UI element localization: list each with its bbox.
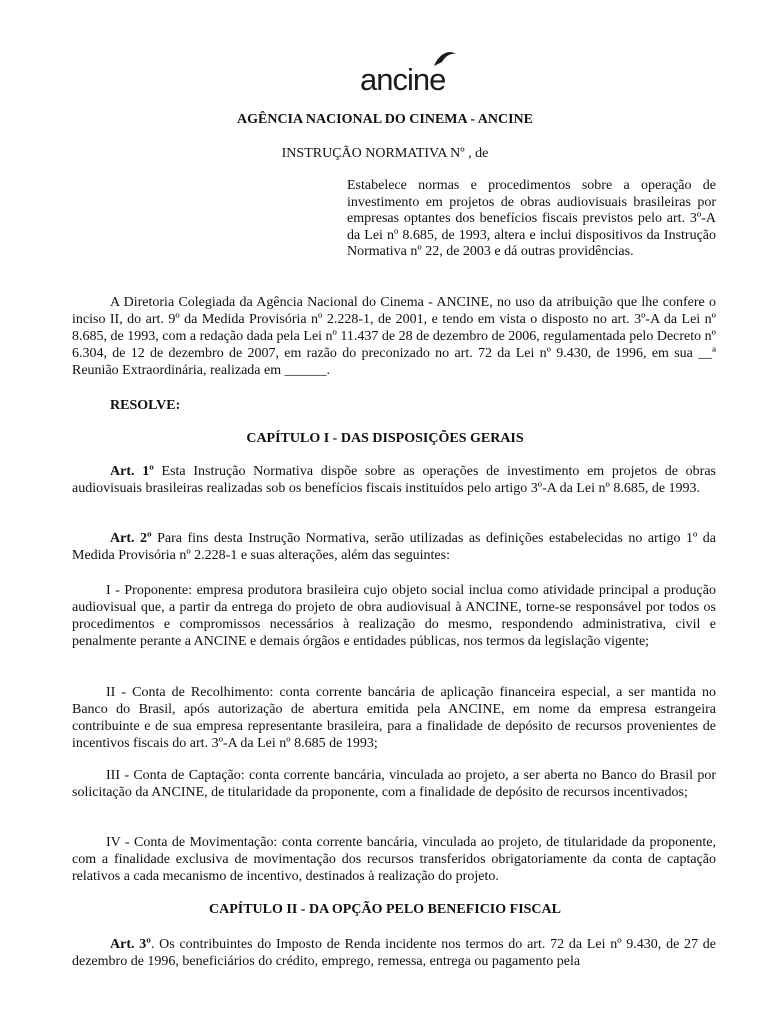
article-2-text: Para fins desta Instrução Normativa, serão utilizadas as definições estabelecidas no artigo 1º da Medida Provisória nº 2.228-1 e suas alterações, além das seguintes: [72,531,717,563]
item-IV: IV - Conta de Movimentação: conta corrente bancária, vinculada ao projeto, de titularidade da proponente, com a finalidade exclusiva de movimentação dos recursos transferidos obrigatoriamente da conta de captação relativos a cada mecanismo de incentivo, destinados à realização do projeto. [72,835,716,884]
logo-wordmark: ancine [360,62,446,97]
logo-swoosh-icon [430,48,460,68]
article-2 [72,530,716,564]
item-III: III - Conta de Captação: conta corrente bancária, vinculada ao projeto, a ser aberta no Banco do Brasil por solicitação da ANCINE, de titularidade da proponente, com a finalidade de depósito de recursos incentivados; [72,768,716,800]
instruction-title: INSTRUÇÃO NORMATIVA Nº , de [281,146,489,161]
agency-title: AGÊNCIA NACIONAL DO CINEMA - ANCINE [237,112,533,127]
article-1-text: Esta Instrução Normativa dispõe sobre as operações de investimento em projetos de obras audiovisuais brasileiras realizadas sob os benefícios fiscais instituídos pelo artigo 3º-A da Lei nº 8.685, de 1993. [72,464,716,496]
article-3-label: Art. 3º [110,937,151,952]
item-I: I - Proponente: empresa produtora brasileira cujo objeto social inclua como atividade principal a produção audiovisual que, a partir da entrega do projeto de obra audiovisual à ANCINE, torne-se responsável por todos os procedimentos e compromissos necessários à realização do mesmo, respondendo administrativa, civil e penalmente perante a ANCINE e demais órgãos e entidades públicas, nos termos da legislação vigente; [72,583,716,649]
article-3-text: . Os contribuintes do Imposto de Renda incidente nos termos do art. 72 da Lei nº 9.430, de 27 de dezembro de 1996, beneficiários do crédito, emprego, remessa, entrega ou pagamento pela [72,937,717,969]
resolve-heading: RESOLVE: [110,398,181,413]
chapter-2-heading: CAPÍTULO II - DA OPÇÃO PELO BENEFICIO FISCAL [209,902,561,917]
article-1-label: Art. 1º [110,464,154,479]
article-3 [72,936,716,970]
preamble-paragraph: A Diretoria Colegiada da Agência Nacional do Cinema - ANCINE, no uso da atribuição que lhe confere o inciso II, do art. 9º da Medida Provisória nº 2.228-1, de 2001, e tendo em vista o disposto no art. 3º-A da Lei nº 8.685, de 1993, com a redação dada pela Lei nº 11.437 de 28 de dezembro de 2006, regulamentada pelo Decreto nº 6.304, de 12 de dezembro de 2007, em razão do preconizado no art. 72 da Lei nº 9.430, de 1996, em sua __ª Reunião Extraordinária, realizada em ______. [72,295,716,378]
ancine-logo [360,48,470,96]
summary-text: Estabelece normas e procedimentos sobre a operação de investimento em projetos de obras audiovisuais brasileiras por empresas optantes dos benefícios fiscais previstos pelo art. 3º-A da Lei nº 8.685, de 1993, altera e inclui dispositivos da Instrução Normativa nº 22, de 2003 e dá outras providências. [347,178,716,259]
chapter-1-heading: CAPÍTULO I - DAS DISPOSIÇÕES GERAIS [246,431,524,446]
item-II: II - Conta de Recolhimento: conta corrente bancária de aplicação financeira especial, a ser mantida no Banco do Brasil, após autorização de abertura emitida pela ANCINE, em nome da empresa estrangeira contribuinte e de sua empresa representante brasileira, para a finalidade de depósito de recursos provenientes de incentivos fiscais do art. 3º-A da Lei nº 8.685 de 1993; [72,685,716,751]
article-1 [72,463,716,497]
article-2-label: Art. 2º [110,531,152,546]
